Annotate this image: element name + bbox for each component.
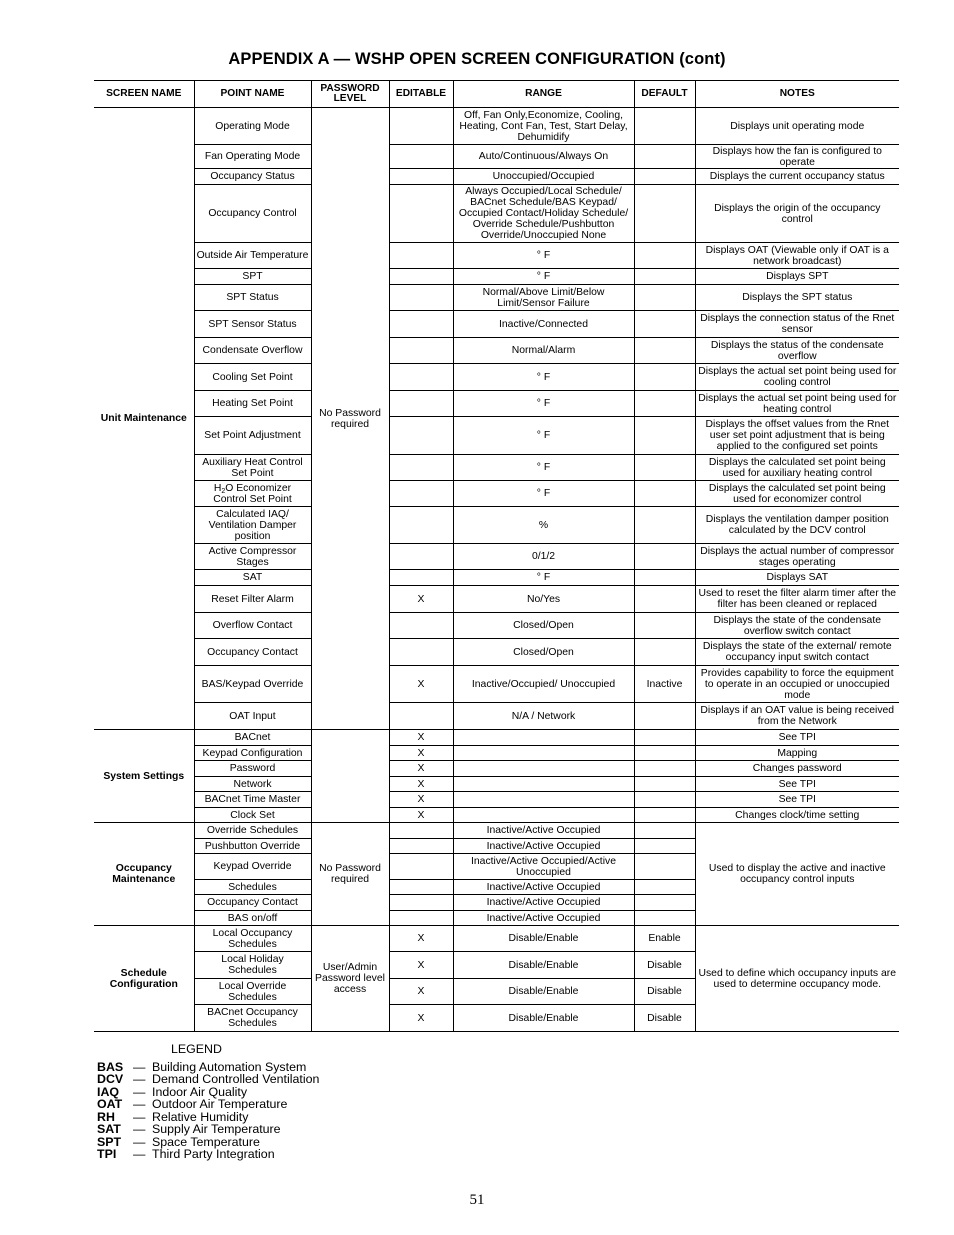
default-cell: Disable [634, 1005, 695, 1032]
editable-cell [389, 895, 453, 911]
table-row [94, 639, 899, 666]
table-row [94, 169, 899, 185]
range-cell: Inactive/Occupied/ Unoccupied [453, 666, 634, 703]
notes-cell: Displays the calculated set point being used for auxiliary heating control [695, 455, 899, 481]
password-level-cell: No Password required [311, 823, 389, 926]
table-row [94, 570, 899, 586]
editable-cell: X [389, 926, 453, 952]
point-name-cell: Network [194, 777, 311, 792]
legend-dash: — [133, 1097, 146, 1111]
point-name-cell: Condensate Overflow [194, 338, 311, 364]
page-number: 51 [469, 1192, 485, 1208]
point-name-cell: SAT [194, 570, 311, 586]
default-cell [634, 391, 695, 417]
legend-abbreviation: SAT [97, 1122, 121, 1136]
default-cell: Disable [634, 952, 695, 979]
point-name-cell: Fan Operating Mode [194, 145, 311, 169]
editable-cell [389, 185, 453, 243]
screen-name-cell: Schedule Configuration [94, 926, 194, 1032]
legend-abbreviation: RH [97, 1109, 115, 1124]
table-row [94, 145, 899, 169]
editable-cell: X [389, 979, 453, 1005]
point-name-cell: OAT Input [194, 703, 311, 730]
legend-dash: — [133, 1072, 146, 1086]
editable-cell [389, 823, 453, 839]
legend-description: Building Automation System [152, 1059, 307, 1074]
editable-cell [389, 613, 453, 639]
point-name-cell: Schedules [194, 880, 311, 895]
legend-description: Space Temperature [152, 1134, 260, 1149]
editable-cell: X [389, 730, 453, 746]
table-row [94, 417, 899, 455]
point-name-cell: Cooling Set Point [194, 364, 311, 391]
screen-name-cell: System Settings [94, 730, 194, 823]
point-name-cell: Reset Filter Alarm [194, 586, 311, 613]
default-cell [634, 586, 695, 613]
notes-cell: Used to reset the filter alarm timer after the filter has been cleaned or replaced [695, 586, 899, 613]
default-cell [634, 639, 695, 666]
range-cell: Inactive/Active Occupied [453, 880, 634, 895]
editable-cell [389, 703, 453, 730]
notes-cell: Displays OAT (Viewable only if OAT is a network broadcast) [695, 243, 899, 269]
default-cell [634, 613, 695, 639]
default-cell: Disable [634, 979, 695, 1005]
notes-cell: Displays the current occupancy status [695, 169, 899, 185]
table-row [94, 185, 899, 243]
range-cell: No/Yes [453, 586, 634, 613]
table-row [94, 285, 899, 311]
editable-cell: X [389, 792, 453, 808]
range-cell: Inactive/Connected [453, 311, 634, 338]
legend-abbreviation: DCV [97, 1072, 124, 1086]
point-name-cell: Outside Air Temperature [194, 243, 311, 269]
default-cell [634, 730, 695, 746]
range-cell: Unoccupied/Occupied [453, 169, 634, 185]
point-name-cell: Pushbutton Override [194, 839, 311, 854]
default-cell [634, 880, 695, 895]
range-cell [453, 730, 634, 746]
table-body [94, 108, 899, 1032]
default-cell [634, 364, 695, 391]
editable-cell: X [389, 586, 453, 613]
point-name-cell: Local Override Schedules [194, 979, 311, 1005]
header-range: RANGE [453, 81, 634, 108]
point-name-cell: Password [194, 761, 311, 777]
screen-name-cell: Occupancy Maintenance [94, 823, 194, 926]
legend-abbreviation: TPI [97, 1147, 117, 1161]
range-cell: Closed/Open [453, 639, 634, 666]
editable-cell [389, 544, 453, 570]
legend-dash: — [133, 1084, 146, 1099]
legend-description: Demand Controlled Ventilation [152, 1072, 320, 1086]
legend-description: Third Party Integration [152, 1147, 275, 1161]
editable-cell: X [389, 761, 453, 777]
point-name-cell: BAS on/off [194, 911, 311, 926]
configuration-table [94, 80, 899, 1032]
default-cell [634, 792, 695, 808]
range-cell: Always Occupied/Local Schedule/ BACnet Schedule/BAS Keypad/ Occupied Contact/Holiday Schedule/ Override Schedule/Pushbutton Override/Unoccupied None [453, 185, 634, 243]
notes-cell: Used to define which occupancy inputs are used to determine occupancy mode. [695, 926, 899, 1032]
legend-dash: — [133, 1122, 146, 1136]
notes-cell: Displays the SPT status [695, 285, 899, 311]
page-title: APPENDIX A — WSHP OPEN SCREEN CONFIGURATION (cont) [228, 50, 726, 68]
password-level-cell [311, 730, 389, 823]
table-row [94, 613, 899, 639]
range-cell: Normal/Above Limit/Below Limit/Sensor Failure [453, 285, 634, 311]
table-row [94, 544, 899, 570]
default-cell [634, 777, 695, 792]
editable-cell [389, 311, 453, 338]
notes-cell: Displays the offset values from the Rnet user set point adjustment that is being applied to the configured set points [695, 417, 899, 455]
notes-cell: Displays the origin of the occupancy control [695, 185, 899, 243]
editable-cell [389, 455, 453, 481]
range-cell: Inactive/Active Occupied [453, 911, 634, 926]
range-cell: Off, Fan Only,Economize, Cooling, Heating, Cont Fan, Test, Start Delay, Dehumidify [453, 108, 634, 145]
default-cell [634, 544, 695, 570]
editable-cell [389, 338, 453, 364]
default-cell: Enable [634, 926, 695, 952]
legend-description: Outdoor Air Temperature [152, 1097, 288, 1111]
table-row [94, 792, 899, 808]
editable-cell [389, 911, 453, 926]
point-name-cell: Set Point Adjustment [194, 417, 311, 455]
notes-cell: Used to display the active and inactive occupancy control inputs [695, 823, 899, 926]
default-cell [634, 570, 695, 586]
point-name-cell: Calculated IAQ/ Ventilation Damper position [194, 507, 311, 544]
notes-cell: Displays the state of the external/ remote occupancy input switch contact [695, 639, 899, 666]
range-cell [453, 746, 634, 761]
default-cell [634, 808, 695, 823]
table-row [94, 507, 899, 544]
legend-abbreviation: SPT [97, 1134, 122, 1149]
table-row [94, 243, 899, 269]
default-cell [634, 746, 695, 761]
default-cell [634, 108, 695, 145]
notes-cell: Displays the actual set point being used for heating control [695, 391, 899, 417]
legend-abbreviation: IAQ [97, 1084, 120, 1099]
table-row [94, 108, 899, 145]
notes-cell: Displays SAT [695, 570, 899, 586]
point-name-cell: Occupancy Status [194, 169, 311, 185]
editable-cell [389, 285, 453, 311]
point-name-cell: Occupancy Contact [194, 639, 311, 666]
header-notes: NOTES [695, 81, 899, 108]
editable-cell [389, 169, 453, 185]
table-row [94, 823, 899, 839]
table-row [94, 926, 899, 952]
point-name-cell: Override Schedules [194, 823, 311, 839]
legend-item [97, 1123, 319, 1136]
notes-cell: Displays the actual set point being used for cooling control [695, 364, 899, 391]
table-row [94, 338, 899, 364]
notes-cell: Displays if an OAT value is being received from the Network [695, 703, 899, 730]
password-level-cell: User/Admin Password level access [311, 926, 389, 1032]
default-cell [634, 455, 695, 481]
default-cell [634, 338, 695, 364]
header-point-name: POINT NAME [194, 81, 311, 108]
notes-cell: Mapping [695, 746, 899, 761]
editable-cell [389, 507, 453, 544]
default-cell [634, 285, 695, 311]
default-cell [634, 417, 695, 455]
editable-cell: X [389, 952, 453, 979]
default-cell [634, 185, 695, 243]
default-cell [634, 145, 695, 169]
point-name-cell: Auxiliary Heat Control Set Point [194, 455, 311, 481]
notes-cell: Displays the state of the condensate overflow switch contact [695, 613, 899, 639]
notes-cell: See TPI [695, 792, 899, 808]
editable-cell [389, 854, 453, 880]
point-name-cell: Operating Mode [194, 108, 311, 145]
editable-cell: X [389, 666, 453, 703]
editable-cell [389, 839, 453, 854]
notes-cell: Displays how the fan is configured to operate [695, 145, 899, 169]
point-name-cell: BACnet [194, 730, 311, 746]
range-cell: ° F [453, 391, 634, 417]
default-cell [634, 703, 695, 730]
point-name-cell: Occupancy Contact [194, 895, 311, 911]
notes-cell: Displays the calculated set point being used for economizer control [695, 481, 899, 507]
range-cell: ° F [453, 417, 634, 455]
range-cell [453, 808, 634, 823]
range-cell: Disable/Enable [453, 1005, 634, 1032]
default-cell [634, 311, 695, 338]
editable-cell [389, 364, 453, 391]
range-cell: Inactive/Active Occupied [453, 895, 634, 911]
table-row [94, 666, 899, 703]
editable-cell [389, 639, 453, 666]
range-cell: Inactive/Active Occupied [453, 839, 634, 854]
default-cell [634, 169, 695, 185]
default-cell [634, 507, 695, 544]
point-name-cell: SPT Status [194, 285, 311, 311]
point-name-cell: Heating Set Point [194, 391, 311, 417]
editable-cell [389, 570, 453, 586]
range-cell: ° F [453, 269, 634, 285]
default-cell [634, 823, 695, 839]
range-cell: ° F [453, 481, 634, 507]
table-row [94, 777, 899, 792]
default-cell [634, 911, 695, 926]
legend-item [97, 1073, 319, 1086]
table-row [94, 808, 899, 823]
range-cell: ° F [453, 570, 634, 586]
point-name-cell: $H_2O$ Economizer Control Set Point [194, 481, 311, 507]
legend-description: Indoor Air Quality [152, 1084, 248, 1099]
range-cell: Inactive/Active Occupied [453, 823, 634, 839]
table-row [94, 730, 899, 746]
legend-item [97, 1098, 319, 1111]
default-cell [634, 854, 695, 880]
range-cell [453, 777, 634, 792]
legend-heading: LEGEND [171, 1042, 222, 1056]
header-editable: EDITABLE [389, 81, 453, 108]
range-cell: ° F [453, 364, 634, 391]
range-cell: Inactive/Active Occupied/Active Unoccupied [453, 854, 634, 880]
table-row [94, 703, 899, 730]
header-password-level: PASSWORD LEVEL [311, 81, 389, 108]
default-cell [634, 269, 695, 285]
legend-description: Relative Humidity [152, 1109, 249, 1124]
editable-cell: X [389, 808, 453, 823]
legend-items [97, 1061, 319, 1161]
default-cell [634, 895, 695, 911]
default-cell [634, 243, 695, 269]
range-cell [453, 761, 634, 777]
editable-cell: X [389, 1005, 453, 1032]
notes-cell: Displays SPT [695, 269, 899, 285]
legend [97, 1043, 319, 1161]
point-name-cell: Occupancy Control [194, 185, 311, 243]
header-default: DEFAULT [634, 81, 695, 108]
table-row [94, 311, 899, 338]
range-cell: Disable/Enable [453, 979, 634, 1005]
range-cell: ° F [453, 243, 634, 269]
range-cell: % [453, 507, 634, 544]
legend-abbreviation: OAT [97, 1097, 123, 1111]
point-name-cell: Local Holiday Schedules [194, 952, 311, 979]
notes-cell: Displays the ventilation damper position calculated by the DCV control [695, 507, 899, 544]
default-cell [634, 839, 695, 854]
legend-item [97, 1148, 319, 1161]
notes-cell: Displays the status of the condensate overflow [695, 338, 899, 364]
editable-cell: X [389, 746, 453, 761]
point-name-cell: Overflow Contact [194, 613, 311, 639]
point-name-cell: BACnet Time Master [194, 792, 311, 808]
legend-dash: — [133, 1109, 146, 1124]
notes-cell: Changes clock/time setting [695, 808, 899, 823]
notes-cell: Provides capability to force the equipment to operate in an occupied or unoccupied mode [695, 666, 899, 703]
notes-cell: Changes password [695, 761, 899, 777]
point-name-cell: BACnet Occupancy Schedules [194, 1005, 311, 1032]
notes-cell: See TPI [695, 730, 899, 746]
notes-cell: Displays the connection status of the Rnet sensor [695, 311, 899, 338]
table-row [94, 481, 899, 507]
range-cell: Auto/Continuous/Always On [453, 145, 634, 169]
editable-cell [389, 481, 453, 507]
editable-cell [389, 145, 453, 169]
screen-name-cell: Unit Maintenance [94, 108, 194, 730]
table-row [94, 761, 899, 777]
header-screen-name: SCREEN NAME [94, 81, 194, 108]
range-cell: ° F [453, 455, 634, 481]
point-name-cell: SPT [194, 269, 311, 285]
default-cell [634, 761, 695, 777]
range-cell: Disable/Enable [453, 952, 634, 979]
notes-cell: Displays unit operating mode [695, 108, 899, 145]
point-name-cell: Clock Set [194, 808, 311, 823]
legend-abbreviation: BAS [97, 1059, 124, 1074]
point-name-cell: Keypad Override [194, 854, 311, 880]
notes-cell: See TPI [695, 777, 899, 792]
editable-cell [389, 108, 453, 145]
editable-cell [389, 269, 453, 285]
default-cell [634, 481, 695, 507]
point-name-cell: Local Occupancy Schedules [194, 926, 311, 952]
range-cell: N/A / Network [453, 703, 634, 730]
range-cell: 0/1/2 [453, 544, 634, 570]
range-cell: Closed/Open [453, 613, 634, 639]
editable-cell [389, 880, 453, 895]
range-cell [453, 792, 634, 808]
legend-dash: — [133, 1147, 146, 1161]
range-cell: Normal/Alarm [453, 338, 634, 364]
point-name-cell: Keypad Configuration [194, 746, 311, 761]
table-row [94, 455, 899, 481]
notes-cell: Displays the actual number of compressor stages operating [695, 544, 899, 570]
legend-dash: — [133, 1134, 146, 1149]
table-row [94, 269, 899, 285]
editable-cell [389, 391, 453, 417]
table-row [94, 364, 899, 391]
table-row [94, 586, 899, 613]
default-cell: Inactive [634, 666, 695, 703]
editable-cell [389, 243, 453, 269]
range-cell: Disable/Enable [453, 926, 634, 952]
table-row [94, 391, 899, 417]
header-row [94, 81, 899, 108]
editable-cell [389, 417, 453, 455]
point-name-cell: BAS/Keypad Override [194, 666, 311, 703]
table-row [94, 746, 899, 761]
password-level-cell: No Password required [311, 108, 389, 730]
point-name-cell: SPT Sensor Status [194, 311, 311, 338]
legend-dash: — [133, 1059, 146, 1074]
point-name-cell: Active Compressor Stages [194, 544, 311, 570]
legend-description: Supply Air Temperature [152, 1122, 281, 1136]
editable-cell: X [389, 777, 453, 792]
